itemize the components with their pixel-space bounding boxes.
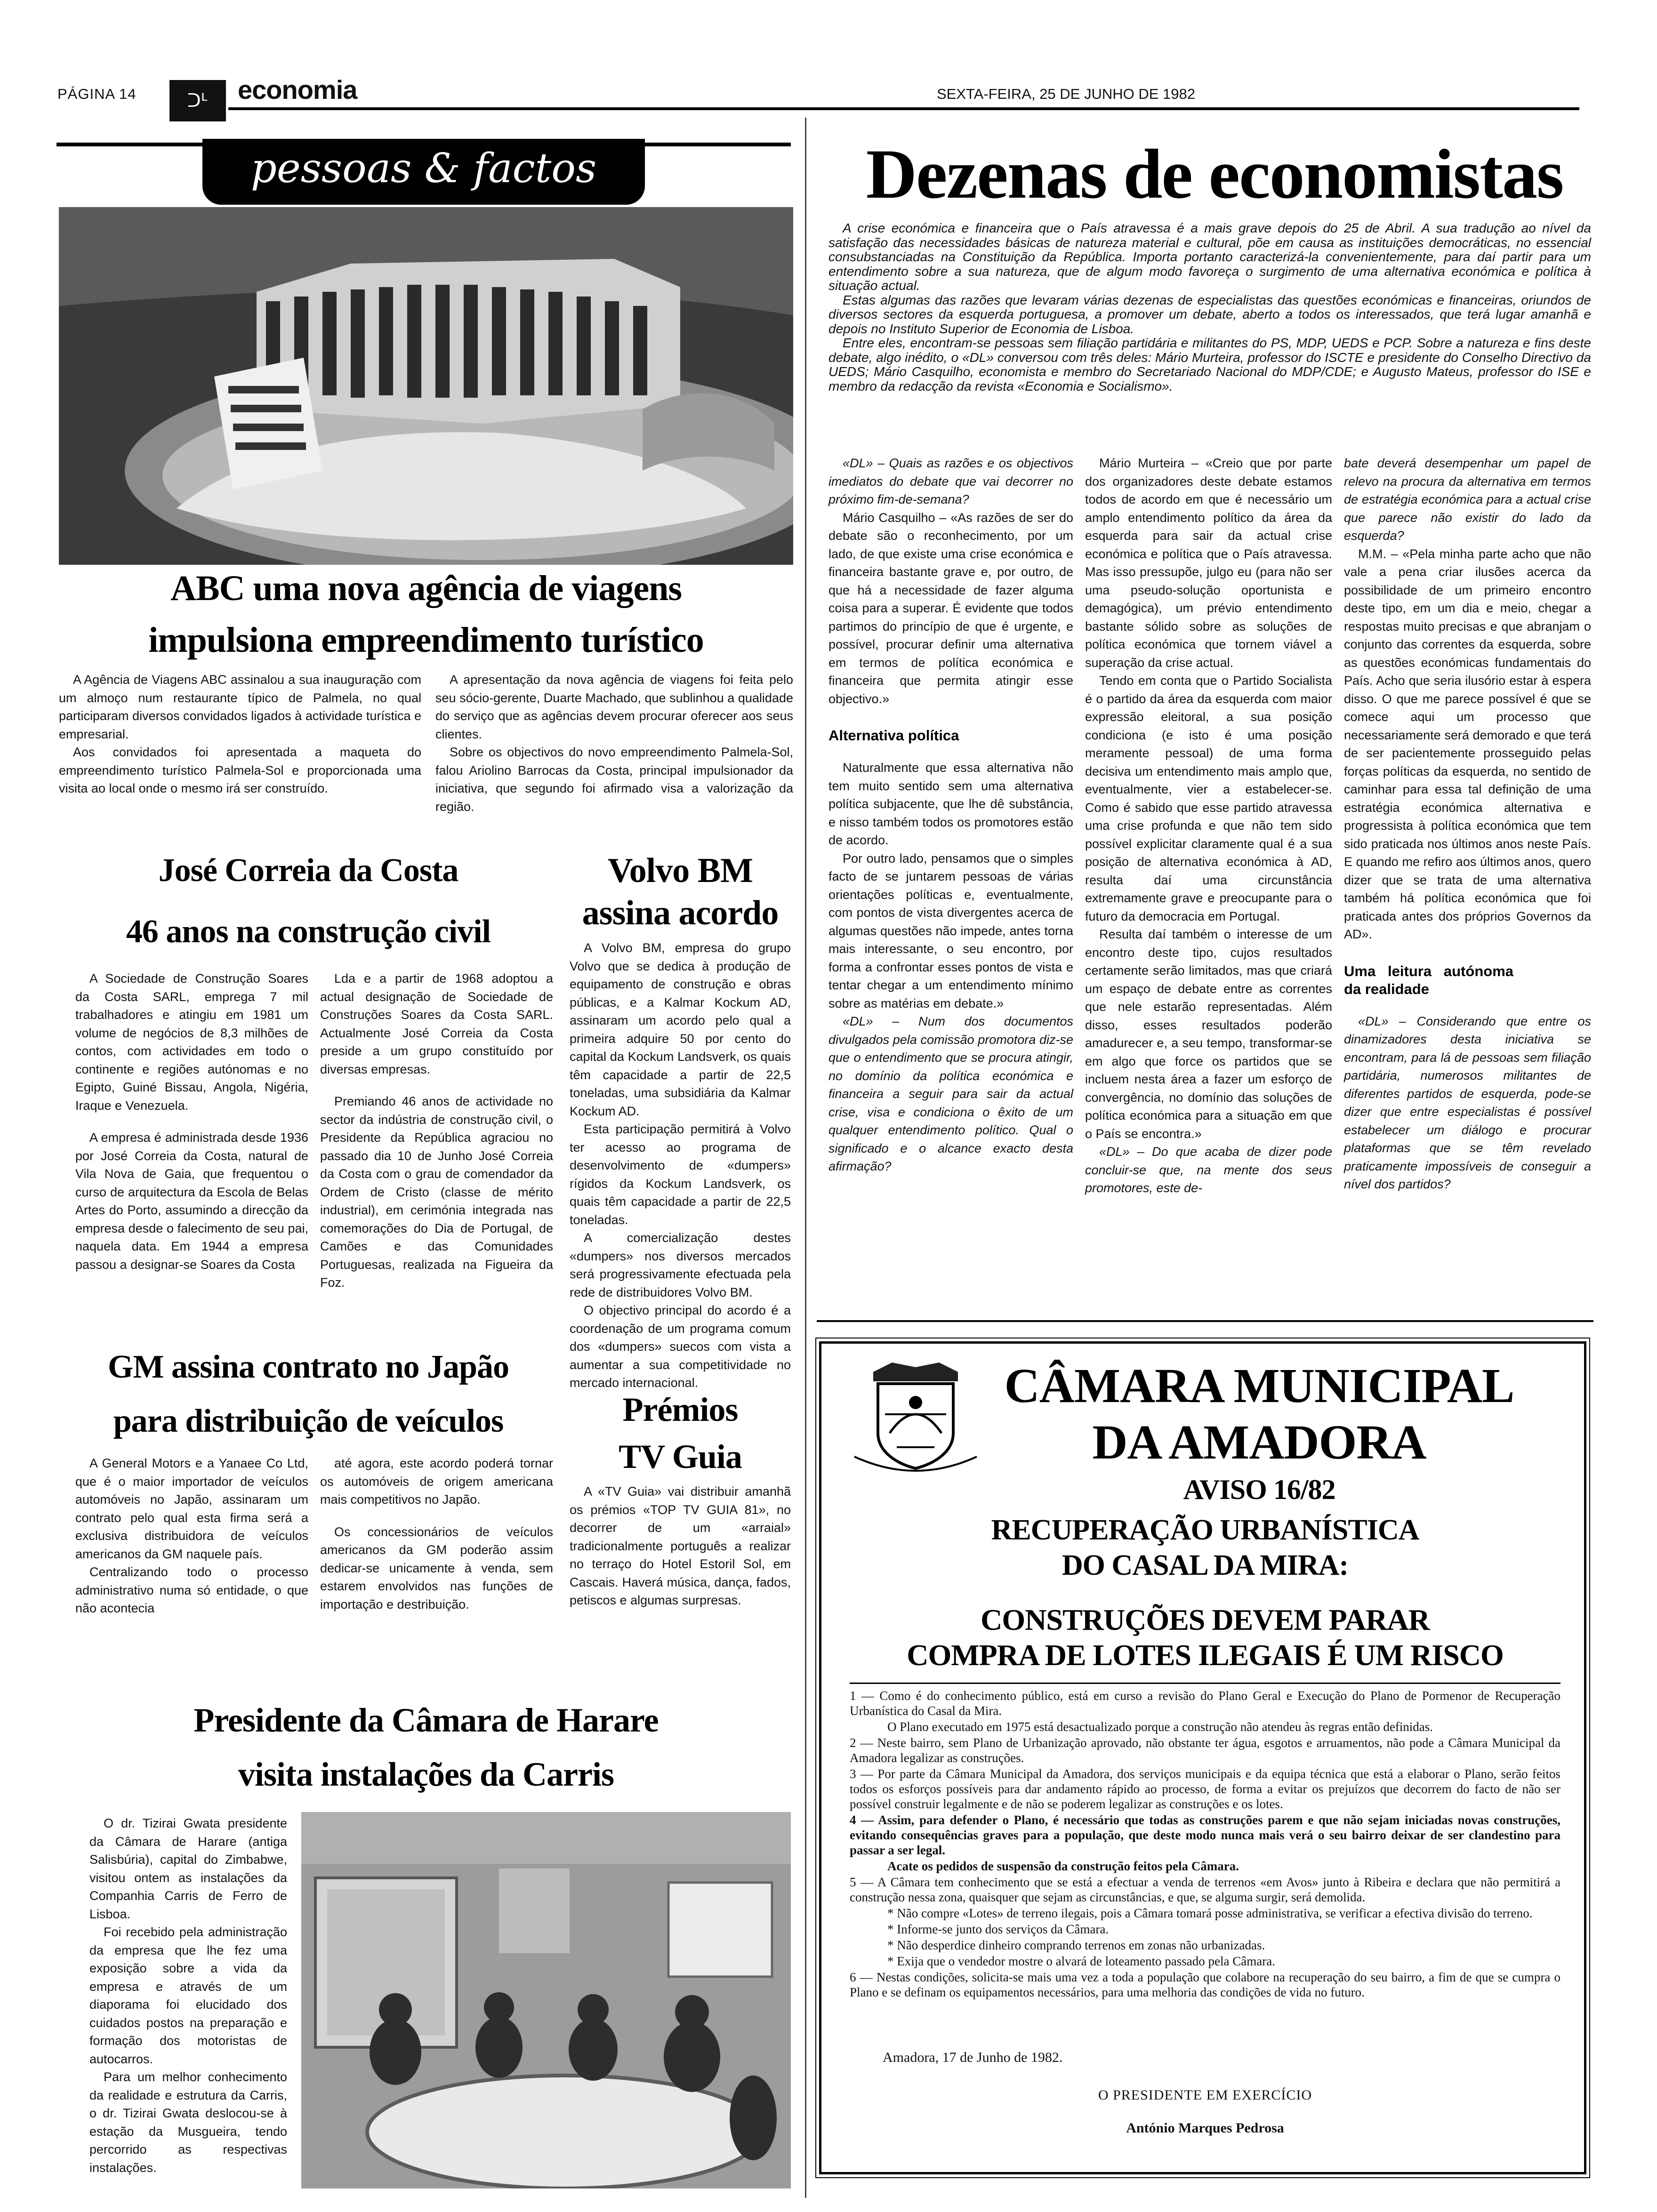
lead-paragraph: Por outro lado, pensamos que o simples facto de se juntarem pessoas de várias orientações políticas e, eventualmente, com pontos de vista divergentes acerca de algumas questões não impede, antes torna mais interessante, o seu encontro, por forma a confrontar esses pontos de vista e tentar chegar a um entendimento mínimo sobre as matérias em debate.» bbox=[828, 851, 1073, 1010]
harare-headline-2: visita instalações da Carris bbox=[238, 1755, 614, 1793]
jcc-headline-1: José Correia da Costa bbox=[158, 852, 458, 889]
pessoas-factos-banner bbox=[56, 139, 791, 205]
notice-item: O Plano executado em 1975 está desactualizado porque a construção não atendeu às regras então definidas. bbox=[887, 1720, 1433, 1734]
lead-paragraph: Resulta daí também o interesse de um encontro deste tipo, cujos resultados certamente serão limitados, mas que criará um espaço de debate entre as correntes que nele estarão representadas. Além disso, esses resultados poderão amadurecer e, a seu tempo, transformar-se em algo que force os partidos que se incluem nesta área a fazer um esforço de convergência, no domínio das soluções de política económica para a situação em que o País se encontra.» bbox=[1085, 927, 1332, 1141]
page-date: SEXTA-FEIRA, 25 DE JUNHO DE 1982 bbox=[937, 86, 1195, 102]
gm-headline-1: GM assina contrato no Japão bbox=[108, 1349, 509, 1385]
volvo-headline-1: Volvo BM bbox=[608, 851, 753, 890]
harare-headline-1: Presidente da Câmara de Harare bbox=[193, 1701, 659, 1739]
warning-line-2: COMPRA DE LOTES ILEGAIS É UM RISCO bbox=[907, 1638, 1504, 1672]
notice-signer-name: António Marques Pedrosa bbox=[1126, 2120, 1284, 2136]
volvo-paragraph: Esta participação permitirá à Volvo ter acesso ao programa de desenvolvimento de «dumpers» rígidos da Kockum Landsverk, os quais têm capacidade a partir de 22,5 toneladas. bbox=[570, 1122, 791, 1227]
lead-headline: Dezenas de economistas bbox=[866, 135, 1563, 213]
gm-headline-2: para distribuição de veículos bbox=[113, 1403, 504, 1439]
lead-question: «DL» – Quais as razões e os objectivos imediatos do debate que vai decorrer no próximo fim-de-semana? bbox=[828, 456, 1073, 506]
notice-rule bbox=[850, 1683, 1560, 1684]
notice-bullet: * Exija que o vendedor mostre o alvará de loteamento passado pela Câmara. bbox=[887, 1954, 1275, 1968]
abc-headline-1: ABC uma nova agência de viagens bbox=[170, 569, 682, 608]
resort-model-illustration bbox=[59, 207, 793, 565]
coat-of-arms-icon bbox=[850, 1362, 981, 1480]
model-photo bbox=[59, 207, 793, 565]
aviso-number: AVISO 16/82 bbox=[1183, 1474, 1335, 1505]
lead-question: «DL» – Num dos documentos divulgados pela comissão promotora diz-se que o entendimento que se procura atingir, no domínio da política económica e financeira a seguir para sair da actual crise, visa e condiciona o êxito de um qualquer entendimento político. Qual o significado e o alcance exacto desta afirmação? bbox=[828, 1014, 1073, 1173]
tvguia-headline-1: Prémios bbox=[622, 1391, 738, 1428]
harare-paragraph: Foi recebido pela administração da empresa que lhe fez uma exposição sobre a vida da empresa e através de um diaporama foi elucidado dos cuidados postos na preparação e formação dos motoristas de autocarros. bbox=[89, 1925, 287, 2066]
lead-intro-paragraph: A crise económica e financeira que o País atravessa é a mais grave depois do 25 de Abril. A sua tradução ao nível da satisfação das necessidades básicas de natureza material e cultural, põe em causa as instituições democráticas, no essencial consubstanciadas na Constituição da República. Importa portanto caracterizá-la convenientemente, para daí partir para um entendimento sobre a sua natureza, que de algum modo favoreça o surgimento de uma alternativa económica e política à situação actual. bbox=[828, 221, 1591, 293]
lead-question: «DL» – Do que acaba de dizer pode concluir-se que, na mente dos seus promotores, este de- bbox=[1085, 1145, 1332, 1195]
notice-item: 5 — A Câmara tem conhecimento que se está a efectuar a venda de terrenos «em Avos» junto à Ribeira e declara que não permitirá a construção nessa zona, quaisquer que sejam as circunstâncias, e que, se alguma surgir, será demolida. bbox=[850, 1875, 1560, 1904]
abc-headline-2: impulsiona empreendimento turístico bbox=[148, 620, 704, 660]
harare-body bbox=[89, 1814, 287, 2177]
abc-paragraph: Aos convidados foi apresentada a maqueta do empreendimento turístico Palmela-Sol e proporcionada uma visita ao local onde o mesmo irá ser construído. bbox=[59, 745, 421, 795]
lead-paragraph: Naturalmente que essa alternativa não tem muito sentido sem uma alternativa política subjacente, que lhe dê substância, e nisso também todos os promotores estão de acordo. bbox=[828, 761, 1073, 847]
jcc-paragraph: A Sociedade de Construção Soares da Costa SARL, emprega 7 mil trabalhadores e atingiu em 1981 um volume de negócios de 8,3 milhões de contos, com actividades em todo o continente e regiões autónomas e no Egipto, Guiné Bissau, Angola, Nigéria, Iraque e Venezuela. bbox=[75, 971, 308, 1113]
notice-signer-role: O PRESIDENTE EM EXERCÍCIO bbox=[1098, 2087, 1312, 2103]
section-name: economia bbox=[238, 75, 357, 104]
notice-bullet: * Não desperdice dinheiro comprando terrenos em zonas não urbanizadas. bbox=[887, 1938, 1265, 1952]
subhead-alternativa: Alternativa política bbox=[828, 727, 959, 744]
notice-item: 1 — Como é do conhecimento público, está em curso a revisão do Plano Geral e Execução do Plano de Pormenor de Recuperação Urbanística do Casal da Mira. bbox=[850, 1689, 1560, 1718]
harare-paragraph: O dr. Tizirai Gwata presidente da Câmara de Harare (antiga Salisbúria), capital do Zimbabwe, visitou ontem as instalações da Companhia Carris de Ferro de Lisboa. bbox=[89, 1816, 287, 1921]
notice-bullet: * Não compre «Lotes» de terreno ilegais, pois a Câmara tomará posse administrativa, se verificar a efectiva divisão do terreno. bbox=[887, 1906, 1533, 1920]
recuperacao-line-1: RECUPERAÇÃO URBANÍSTICA bbox=[991, 1514, 1419, 1546]
abc-paragraph: A apresentação da nova agência de viagens foi feita pelo seu sócio-gerente, Duarte Machado, que sublinhou a qualidade do serviço que as agências devem procurar oferecer aos seus clientes. bbox=[435, 673, 793, 741]
dl-logo: ᑐᒻ bbox=[169, 80, 226, 121]
subhead-leitura: Uma leitura autónoma da realidade bbox=[1344, 962, 1513, 997]
notice-item: 2 — Neste bairro, sem Plano de Urbanização aprovado, não obstante ter água, esgotos e arruamentos, não pode a Câmara Municipal da Amadora legalizar as construções. bbox=[850, 1736, 1560, 1765]
lead-question: bate deverá desempenhar um papel de relevo na procura da alternativa em termos de estratégia económica para a actual crise que parece não existir do lado da esquerda? bbox=[1344, 456, 1591, 543]
jcc-col-2 bbox=[320, 970, 553, 1292]
notice-bullet: * Informe-se junto dos serviços da Câmara. bbox=[887, 1922, 1109, 1936]
gm-paragraph: até agora, este acordo poderá tornar os automóveis de origem americana mais competitivos no Japão. bbox=[320, 1456, 553, 1507]
recuperacao-line-2: DO CASAL DA MIRA: bbox=[1062, 1549, 1349, 1581]
volvo-paragraph: A comercialização destes «dumpers» nos diversos mercados será progressivamente efectuada pela rede de distribuidores Volvo BM. bbox=[570, 1231, 791, 1299]
lead-bottom-rule bbox=[817, 1320, 1593, 1322]
lead-paragraph: Tendo em conta que o Partido Socialista é o partido da área da esquerda com maior expressão eleitoral, a sua posição condiciona (e isto é uma posição meramente pessoal) de uma forma decisiva um entendimento mais amplo que, eventualmente, vier a estabelecer-se. Como é sabido que esse partido atravessa uma crise profunda e que não tem sido possível explicitar claramente qual é a sua posição de alternativa económica à AD, resulta daí uma circunstância extremamente grave e preocupante para o futuro da democracia em Portugal. bbox=[1085, 673, 1332, 923]
harare-paragraph: Para um melhor conhecimento da realidade e estrutura da Carris, o dr. Tizirai Gwata deslocou-se à estação da Musgueira, tendo percorrido as respectivas instalações. bbox=[89, 2070, 287, 2175]
volvo-body bbox=[570, 939, 791, 1392]
gm-col-2 bbox=[320, 1454, 553, 1613]
abc-paragraph: Sobre os objectivos do novo empreendimento Palmela-Sol, falou Ariolino Barrocas da Costa, principal impulsionador da iniciativa, que segundo foi afirmado visa a valorização da região. bbox=[435, 745, 793, 814]
jcc-headline-2: 46 anos na construção civil bbox=[126, 914, 491, 950]
tvguia-headline-2: TV Guia bbox=[619, 1438, 742, 1475]
lead-intro-paragraph: Entre eles, encontram-se pessoas sem filiação partidária e militantes do PS, MDP, UEDS e PCP. Sobre a natureza e fins deste debate, algo inédito, o «DL» conversou com três deles: Mário Murteira, professor do ISCTE e presidente do Conselho Directivo da UEDS; Mário Casquilho, economista e membro do Secretariado Nacional do MDP/CDE; e Augusto Mateus, professor do ISE e membro da redacção da revista «Economia e Socialismo». bbox=[828, 336, 1591, 393]
camara-title-2: DA AMADORA bbox=[1092, 1415, 1426, 1469]
header-rule bbox=[228, 107, 1579, 110]
camara-title-1: CÂMARA MUNICIPAL bbox=[1004, 1359, 1514, 1413]
camara-notice bbox=[819, 1341, 1586, 2174]
tvguia-body bbox=[570, 1483, 791, 1610]
gm-paragraph: Os concessionários de veículos americanos da GM poderão assim dedicar-se unicamente à venda, sem estarem envolvidos nas funções de importação e destribuição. bbox=[320, 1524, 553, 1611]
banner-title: pessoas & factos bbox=[250, 145, 597, 192]
tvguia-paragraph: A «TV Guia» vai distribuir amanhã os prémios «TOP TV GUIA 81», no decorrer de um «arraial» tradicionalmente português a realizar no terraço do Hotel Estoril Sol, em Cascais. Haverá música, dança, fados, petiscos e algumas surpresas. bbox=[570, 1484, 791, 1607]
warning-line-1: CONSTRUÇÕES DEVEM PARAR bbox=[981, 1603, 1430, 1636]
volvo-headline-2: assina acordo bbox=[582, 894, 779, 932]
lead-col-3 bbox=[1344, 454, 1591, 1194]
lead-question: «DL» – Considerando que entre os dinamizadores desta iniciativa se encontram, para lá de pessoas sem filiação partidária, numerosos militantes de diferentes partidos de esquerda, pode-se dizer que entre especialistas é possível estabelecer um diálogo e procurar plataformas que se têm revelado praticamente impossíveis de conseguir a nível dos partidos? bbox=[1344, 1014, 1591, 1191]
lead-col-1 bbox=[828, 454, 1073, 1176]
notice-item: Acate os pedidos de suspensão da construção feitos pela Câmara. bbox=[887, 1859, 1239, 1873]
abc-col-1 bbox=[59, 671, 421, 798]
jcc-paragraph: Premiando 46 anos de actividade no sector da indústria de construção civil, o Presidente da República agraciou no passado dia 10 de Junho José Correia da Costa com o grau de comendador da Ordem de Cristo (classe de mérito industrial), em cerimónia integrada nas comemorações do Dia de Portugal, de Camões e das Comunidades Portuguesas, realizada na Figueira da Foz. bbox=[320, 1094, 553, 1290]
volvo-paragraph: A Volvo BM, empresa do grupo Volvo que se dedica à produção de equipamento de construção e obras públicas, e a Kalmar Kockum AD, assinaram um acordo pelo qual a primeira adquire 50 por cento do capital da Kockum Landsverk, os quais têm capacidade a partir de 22,5 toneladas, uma subsidiária da Kalmar Kockum AD. bbox=[570, 941, 791, 1118]
volvo-paragraph: O objectivo principal do acordo é a coordenação de um programa comum dos «dumpers» suecos com vista a aumentar a sua competitividade no mercado internacional. bbox=[570, 1303, 791, 1390]
abc-col-2 bbox=[435, 671, 793, 816]
jcc-paragraph: A empresa é administrada desde 1936 por José Correia da Costa, natural de Vila Nova de Gaia, que frequentou o curso de arquitectura da Escola de Belas Artes do Porto, assumindo a direcção da empresa desde o falecimento de seu pai, naquela data. Em 1944 a empresa passou a designar-se Soares da Costa bbox=[75, 1130, 308, 1272]
notice-place-date: Amadora, 17 de Junho de 1982. bbox=[883, 2050, 1063, 2065]
abc-paragraph: A Agência de Viagens ABC assinalou a sua inauguração com um almoço num restaurante típico de Palmela, no qual participaram diversos convidados ligados à actividade turística e empresarial. bbox=[59, 673, 421, 741]
page-number: PÁGINA 14 bbox=[57, 86, 137, 102]
notice-item: 6 — Nestas condições, solicita-se mais uma vez a toda a população que colabore na recuperação do seu bairro, a fim de que se cumpra o Plano e se definam os equipamentos necessários, para uma melhoria das condições de vida no futuro. bbox=[850, 1970, 1560, 1999]
lead-intro-paragraph: Estas algumas das razões que levaram várias dezenas de especialistas das questões económicas e financeiras, oriundos de diversos sectores da esquerda portuguesa, a promover um debate, aberto a todos os interessados, que terá lugar amanhã e depois no Instituto Superior de Economia de Lisboa. bbox=[828, 292, 1591, 336]
notice-items bbox=[850, 1688, 1560, 2001]
lead-intro bbox=[828, 221, 1591, 393]
lead-answer: Mário Casquilho – «As razões de ser do debate são o reconhecimento, por um lado, de que existe uma crise económica e financeira bastante grave e, por outro, de que há a necessidade de fazer alguma coisa para a superar. É evidente que todos partimos do princípio de que é urgente, e possível, procurar definir uma alternativa em termos de política económica e financeira que permita atingir esse objectivo.» bbox=[828, 510, 1073, 706]
amadora-coat-of-arms bbox=[850, 1362, 981, 1480]
jcc-paragraph: Lda e a partir de 1968 adoptou a actual designação de Sociedade de Construções Soares da Costa SARL. Actualmente José Correia da Costa preside a um grupo constituído por diversas empresas. bbox=[320, 971, 553, 1076]
harare-visit-photo bbox=[301, 1812, 791, 2188]
lead-answer: Mário Murteira – «Creio que por parte dos organizadores deste debate estamos todos de acordo em que é necessário um amplo entendimento político da área da esquerda para sair da actual crise económica e política que o País atravessa. Mas isso pressupõe, julgo eu (para não ser uma pseudo-solução oportunista e demagógica), um prévio entendimento bastante sólido sobre as soluções de política económica que tornem viável a superação da crise actual. bbox=[1085, 456, 1332, 670]
gm-paragraph: Centralizando todo o processo administrativo numa só entidade, o que não acontecia bbox=[75, 1565, 308, 1615]
notice-item: 3 — Por parte da Câmara Municipal da Amadora, dos serviços municipais e da equipa técnica que está a elaborar o Plano, serão feitos todos os esforços possíveis para dar andamento rápido ao processo, de forma a evitar os prejuízos que decorrem do facto de não ser possível construir legalmente e de não se poderem legalizar as construções e os lotes. bbox=[850, 1767, 1560, 1811]
jcc-col-1 bbox=[75, 970, 308, 1274]
notice-item: 4 — Assim, para defender o Plano, é necessário que todas as construções parem e que não sejam iniciadas novas construções, evitando consequências graves para a população, que deste modo nunca mais verá o seu bairro deixar de ser clandestino para passar a ser legal. bbox=[850, 1813, 1560, 1857]
column-divider bbox=[805, 118, 806, 2198]
gm-paragraph: A General Motors e a Yanaee Co Ltd, que é o maior importador de veículos automóveis no Japão, assinaram um contrato pelo qual esta firma será a exclusiva distribuidora de veículos americanos da GM naquele país. bbox=[75, 1456, 308, 1561]
gm-col-1 bbox=[75, 1454, 308, 1618]
lead-col-2 bbox=[1085, 454, 1332, 1197]
meeting-room-illustration bbox=[301, 1812, 791, 2188]
lead-answer: M.M. – «Pela minha parte acho que não vale a pena criar ilusões acerca da possibilidade de um primeiro encontro deste tipo, em um dia e meio, chegar a respostas muito precisas e que abranjam o conjunto das correntes da esquerda, sobre as questões económicas fundamentais do País. Acho que seria ilusório estar à espera disso. O que me parece possível é que se comece aqui um processo que necessariamente será demorado e que terá de ser pacientemente prosseguido pelas forças políticas da esquerda, no sentido de caminhar para essa tal definição de uma estratégia económica alternativa e progressista à política económica que tem sido praticada nos últimos anos neste País. E quando me refiro aos últimos anos, quero dizer que se trata de uma alternativa também há política económica que foi praticada antes dos próprios Governos da AD». bbox=[1344, 546, 1591, 941]
